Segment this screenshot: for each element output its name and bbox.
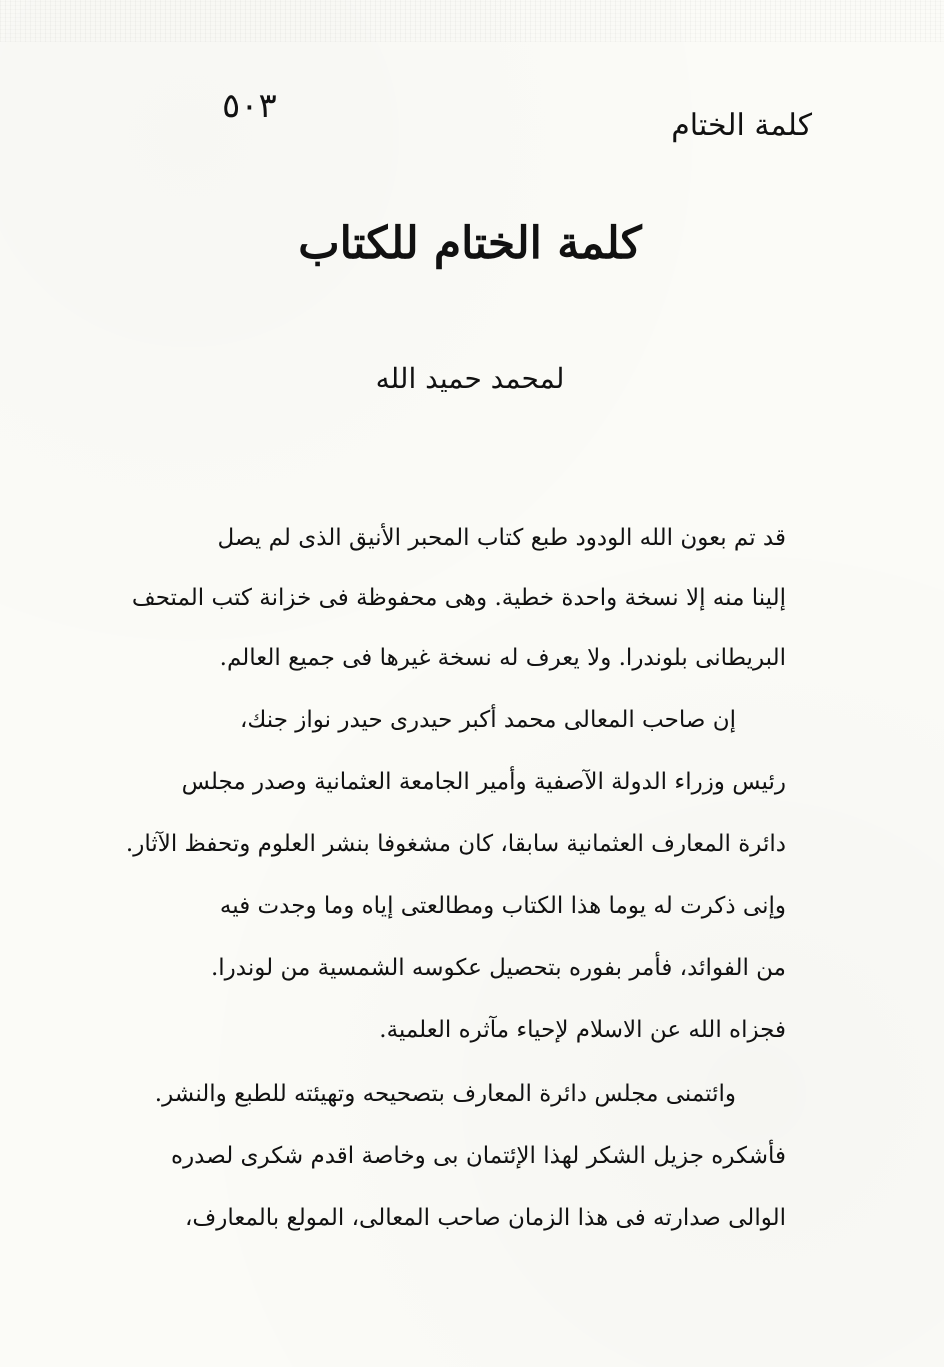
body-line-5: رئيس وزراء الدولة الآصفية وأمير الجامعة العثمانية وصدر مجلس	[181, 769, 786, 795]
body-line-10: وائتمنى مجلس دائرة المعارف بتصحيحه وتهيئته للطبع والنشر.	[154, 1081, 736, 1107]
body-line-11: فأشكره جزيل الشكر لهذا الإئتمان بى وخاصة اقدم شكرى لصدره	[171, 1143, 786, 1169]
body-line-2: إلينا منه إلا نسخة واحدة خطية. وهى محفوظة فى خزانة كتب المتحف	[131, 585, 786, 611]
body-line-8: من الفوائد، فأمر بفوره بتحصيل عكوسه الشمسية من لوندرا.	[210, 955, 786, 981]
body-line-1: قد تم بعون الله الودود طبع كتاب المحبر الأنيق الذى لم يصل	[217, 525, 786, 551]
author-line: لمحمد حميد الله	[375, 362, 565, 395]
chapter-title: كلمة الختام للكتاب	[298, 218, 642, 269]
body-line-6: دائرة المعارف العثمانية سابقا، كان مشغوفا بنشر العلوم وتحفظ الآثار.	[125, 831, 786, 857]
body-line-7: وإنى ذكرت له يوما هذا الكتاب ومطالعتى إياه وما وجدت فيه	[219, 893, 786, 919]
body-line-3: البريطانى بلوندرا. ولا يعرف له نسخة غيرها فى جميع العالم.	[219, 645, 786, 671]
scan-noise-band	[0, 0, 944, 42]
body-line-4: إن صاحب المعالى محمد أكبر حيدرى حيدر نواز جنك،	[239, 707, 736, 733]
body-line-9: فجزاه الله عن الاسلام لإحياء مآثره العلمية.	[379, 1017, 786, 1043]
body-line-12: الوالى صدارته فى هذا الزمان صاحب المعالى، المولع بالمعارف،	[185, 1205, 786, 1231]
running-header-title: كلمة الختام	[671, 108, 812, 143]
page-number: ٥٠٣	[222, 86, 277, 126]
